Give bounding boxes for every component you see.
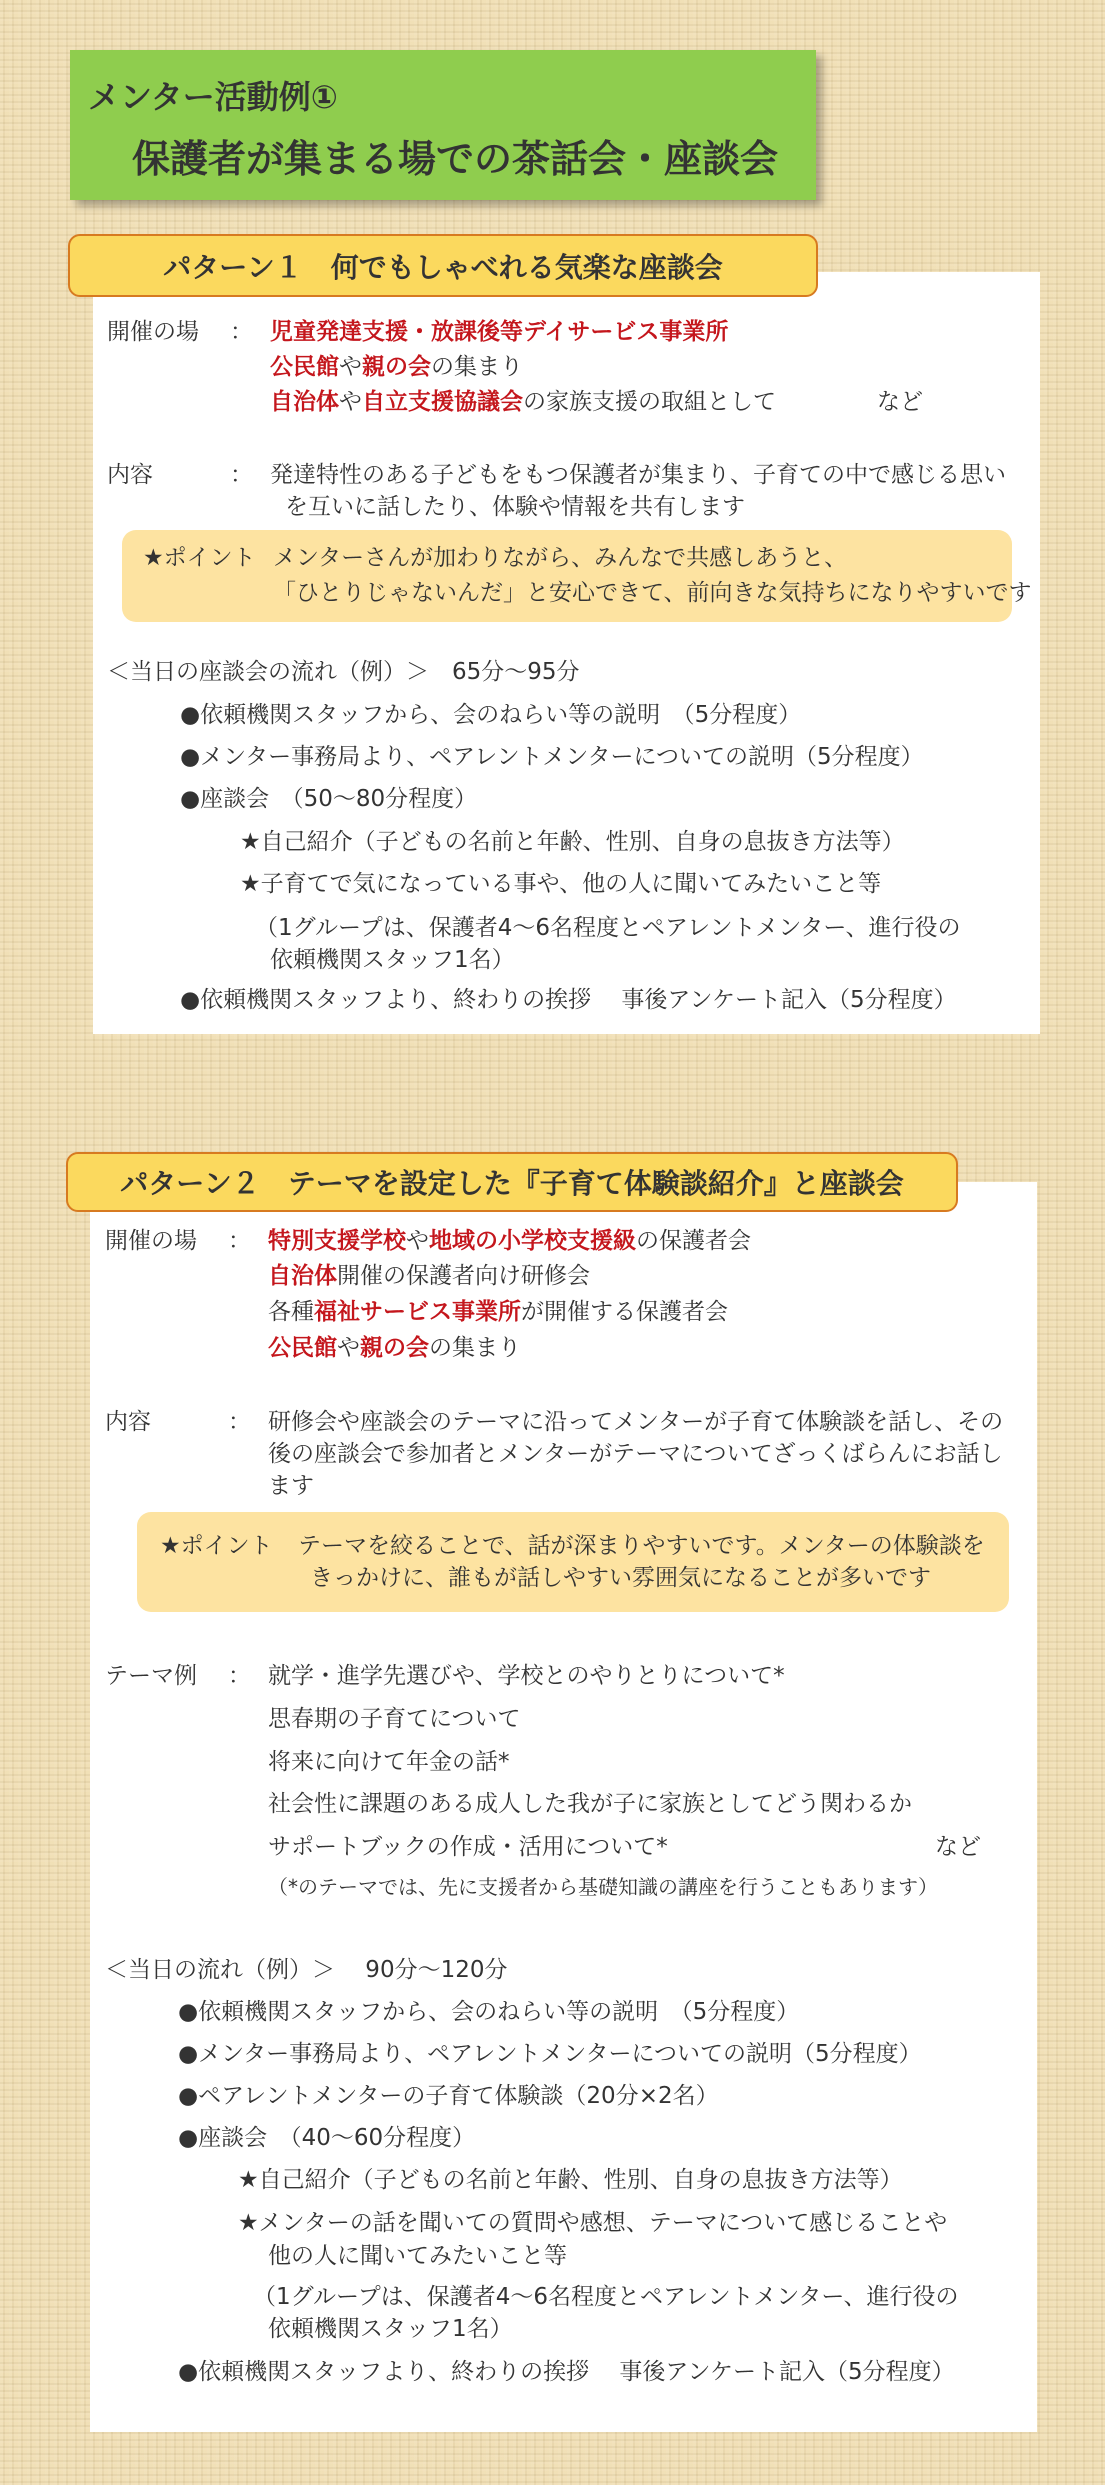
p2-venue-2-0: 各種	[268, 1299, 314, 1325]
p1-venue-1-2: 親の会	[362, 354, 431, 380]
p2-venue-line	[268, 1259, 590, 1293]
p2-flow-3: ●ペアレントメンターの子育て体験談（20分×2名）	[178, 2083, 719, 2109]
page-subtitle: メンター活動例①	[88, 78, 338, 116]
p1-venue-1-3: の集まり	[431, 354, 523, 380]
p2-theme-etc: など	[935, 1834, 981, 1860]
p1-point-2: 「ひとりじゃないんだ」と安心できて、前向きな気持ちになりやすいです	[273, 580, 1032, 606]
p2-venue-0-3: の保護者会	[636, 1228, 751, 1254]
page-title: 保護者が集まる場での茶話会・座談会	[132, 137, 779, 181]
p2-venue-3-3: の集まり	[429, 1335, 521, 1361]
p1-venue-1-0: 公民館	[270, 354, 339, 380]
p1-point-label: ★ポイント	[143, 545, 256, 571]
p1-point-1: メンターさんが加わりながら、みんなで共感しあうと、	[273, 545, 848, 571]
p2-content-label: 内容	[105, 1409, 151, 1435]
p2-venue-3-2: 親の会	[360, 1335, 429, 1361]
p1-venue-1-1: や	[339, 354, 362, 380]
p2-flow-title: ＜当日の流れ（例）＞ 90分～120分	[105, 1957, 508, 1983]
pattern2-heading: パターン２ テーマを設定した『子育て体験談紹介』と座談会	[66, 1152, 958, 1212]
p2-flow-4a: ★自己紹介（子どもの名前と年齢、性別、自身の息抜き方法等）	[238, 2167, 903, 2193]
p1-venue-label: 開催の場	[107, 319, 199, 345]
p2-content-2: 後の座談会で参加者とメンターがテーマについてざっくばらんにお話し	[268, 1441, 1003, 1467]
p2-group-1: （1グループは、保護者4～6名程度とペアレントメンター、進行役の	[253, 2284, 959, 2310]
p2-venue-3-0: 公民館	[268, 1335, 337, 1361]
p2-venue-line	[268, 1224, 751, 1258]
p1-group-2: 依頼機関スタッフ1名）	[270, 947, 515, 973]
p2-content-1: 研修会や座談会のテーマに沿ってメンターが子育て体験談を話し、その	[268, 1409, 1004, 1435]
p1-content-1: 発達特性のある子どもをもつ保護者が集まり、子育ての中で感じる思い	[270, 462, 1006, 488]
p2-venue-colon: ：	[228, 1228, 251, 1254]
p2-theme-item: サポートブックの作成・活用について*	[268, 1834, 668, 1860]
p2-venue-3-1: や	[337, 1335, 360, 1361]
p2-point-1: テーマを絞ることで、話が深まりやすいです。メンターの体験談を	[298, 1533, 985, 1559]
p1-venue-0-0: 児童発達支援・放課後等デイサービス事業所	[270, 319, 729, 345]
p1-flow-title: ＜当日の座談会の流れ（例）＞ 65分～95分	[107, 659, 580, 685]
p2-venue-0-2: 地域の小学校支援級	[429, 1228, 636, 1254]
p2-theme-note: （*のテーマでは、先に支援者から基礎知識の講座を行うこともあります）	[268, 1875, 938, 1899]
p1-group-1: （1グループは、保護者4～6名程度とペアレントメンター、進行役の	[255, 915, 961, 941]
p2-venue-line	[268, 1295, 728, 1329]
p2-theme-label: テーマ例	[105, 1663, 197, 1689]
p2-flow-2: ●メンター事務局より、ペアレントメンターについての説明（5分程度）	[178, 2041, 922, 2067]
p1-venue-line	[270, 315, 728, 349]
p1-venue-2-0: 自治体	[270, 389, 339, 415]
p2-venue-0-0: 特別支援学校	[268, 1228, 406, 1254]
p2-venue-label: 開催の場	[105, 1228, 197, 1254]
p2-content-3: ます	[268, 1473, 314, 1499]
p2-flow-4: ●座談会 （40～60分程度）	[178, 2125, 476, 2151]
p1-flow-2: ●メンター事務局より、ペアレントメンターについての説明（5分程度）	[180, 744, 924, 770]
p1-venue-colon: ：	[230, 319, 253, 345]
p2-theme-item: 就学・進学先選びや、学校とのやりとりについて*	[268, 1663, 785, 1689]
p2-flow-5: ●依頼機関スタッフより、終わりの挨拶 事後アンケート記入（5分程度）	[178, 2359, 955, 2385]
p2-group-2: 依頼機関スタッフ1名）	[268, 2316, 513, 2342]
p2-point-label: ★ポイント	[160, 1533, 273, 1559]
p2-venue-2-2: が開催する保護者会	[521, 1299, 728, 1325]
p1-flow-1: ●依頼機関スタッフから、会のねらい等の説明 （5分程度）	[180, 702, 802, 728]
p2-venue-line	[268, 1331, 521, 1365]
p2-venue-2-1: 福祉サービス事業所	[314, 1299, 521, 1325]
p1-venue-line	[270, 350, 523, 384]
p1-venue-2-2: 自立支援協議会	[362, 389, 523, 415]
p2-venue-1-1: 開催の保護者向け研修会	[337, 1263, 590, 1289]
p2-flow-4b-1: ★メンターの話を聞いての質問や感想、テーマについて感じることや	[238, 2210, 948, 2236]
p1-content-label: 内容	[107, 462, 153, 488]
p1-etc: など	[877, 389, 923, 415]
p2-content-colon: ：	[228, 1409, 251, 1435]
p2-venue-1-0: 自治体	[268, 1263, 337, 1289]
p1-content-2: を互いに話したり、体験や情報を共有します	[285, 494, 745, 520]
p2-theme-item: 将来に向けて年金の話*	[268, 1749, 510, 1775]
p1-venue-line	[270, 385, 776, 419]
pattern1-heading: パターン１ 何でもしゃべれる気楽な座談会	[68, 234, 818, 297]
p2-flow-4b-2: 他の人に聞いてみたいこと等	[268, 2243, 567, 2269]
p1-content-colon: ：	[230, 462, 253, 488]
p1-venue-2-1: や	[339, 389, 362, 415]
p1-flow-3b: ★子育てで気になっている事や、他の人に聞いてみたいこと等	[240, 871, 882, 897]
p1-flow-3: ●座談会 （50～80分程度）	[180, 786, 478, 812]
p1-flow-3a: ★自己紹介（子どもの名前と年齢、性別、自身の息抜き方法等）	[240, 829, 905, 855]
p2-theme-item: 思春期の子育てについて	[268, 1706, 521, 1732]
p1-flow-4: ●依頼機関スタッフより、終わりの挨拶 事後アンケート記入（5分程度）	[180, 987, 957, 1013]
p1-venue-2-3: の家族支援の取組として	[523, 389, 776, 415]
p2-venue-0-1: や	[406, 1228, 429, 1254]
p2-flow-1: ●依頼機関スタッフから、会のねらい等の説明 （5分程度）	[178, 1999, 800, 2025]
p2-point-2: きっかけに、誰もが話しやすい雰囲気になることが多いです	[310, 1565, 931, 1591]
p2-theme-item: 社会性に課題のある成人した我が子に家族としてどう関わるか	[268, 1791, 912, 1817]
p2-theme-colon: ：	[228, 1663, 251, 1689]
